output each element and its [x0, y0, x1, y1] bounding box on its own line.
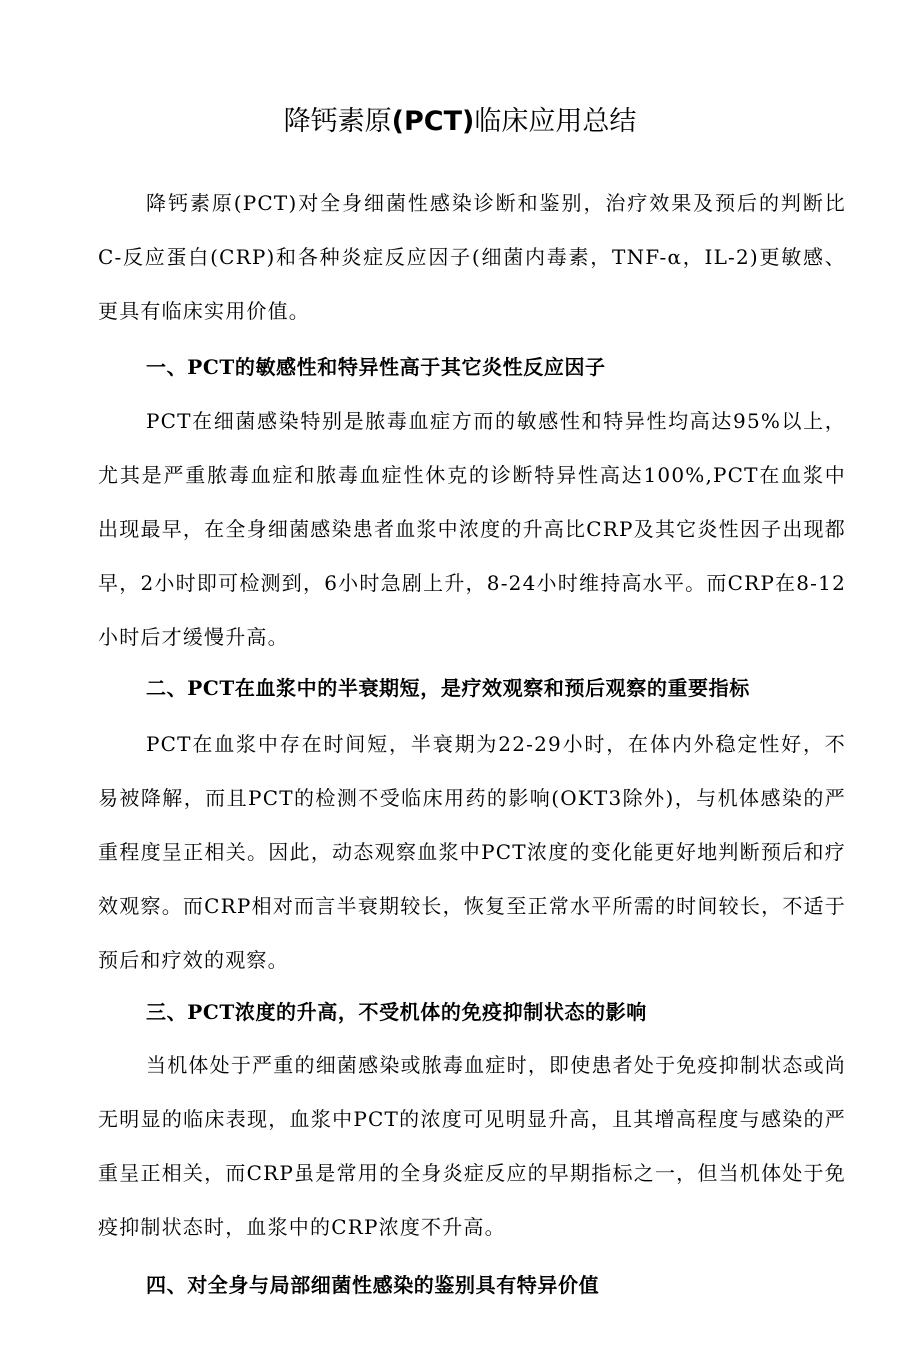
document-title — [0, 102, 920, 142]
title-prefix: 降钙素原 — [283, 106, 392, 138]
title-suffix: 临床应用总结 — [474, 106, 637, 138]
section-2-heading: 二、PCT在血浆中的半衰期短，是疗效观察和预后观察的重要指标 — [146, 676, 750, 700]
intro-paragraph: 降钙素原(PCT)对全身细菌性感染诊断和鉴别，治疗效果及预后的判断比C-反应蛋白(CRP)和各种炎症反应因子(细菌内毒素，TNF-α，IL-2)更敏感、更具有临床实用价值。 — [98, 191, 846, 323]
section-1-heading: 一、PCT的敏感性和特异性高于其它炎性反应因子 — [146, 355, 606, 379]
section-4-heading: 四、对全身与局部细菌性感染的鉴别具有特异价值 — [146, 1273, 600, 1297]
title-abbreviation: (PCT) — [391, 106, 475, 138]
section-3-body: 当机体处于严重的细菌感染或脓毒血症时，即使患者处于免疫抑制状态或尚无明显的临床表现，血浆中PCT的浓度可见明显升高，且其增高程度与感染的严重呈正相关，而CRP虽是常用的全身炎症反应的早期指标之一，但当机体处于免疫抑制状态时，血浆中的CRP浓度不升高。 — [98, 1053, 846, 1239]
section-2-body: PCT在血浆中存在时间短，半衰期为22-29小时，在体内外稳定性好，不易被降解，而且PCT的检测不受临床用药的影响(OKT3除外)，与机体感染的严重程度呈正相关。因此，动态观察血浆中PCT浓度的变化能更好地判断预后和疗效观察。而CRP相对而言半衰期较长，恢复至正常水平所需的时间较长，不适于预后和疗效的观察。 — [98, 732, 846, 972]
section-1-body: PCT在细菌感染特别是脓毒血症方而的敏感性和特异性均高达95%以上，尤其是严重脓毒血症和脓毒血症性休克的诊断特异性高达100%,PCT在血浆中出现最早，在全身细菌感染患者血浆中浓度的升高比CRP及其它炎性因子出现都早，2小时即可检测到，6小时急剧上升，8-24小时维持高水平。而CRP在8-12小时后才缓慢升高。 — [98, 409, 846, 649]
section-3-heading: 三、PCT浓度的升高，不受机体的免疫抑制状态的影响 — [146, 1000, 647, 1024]
